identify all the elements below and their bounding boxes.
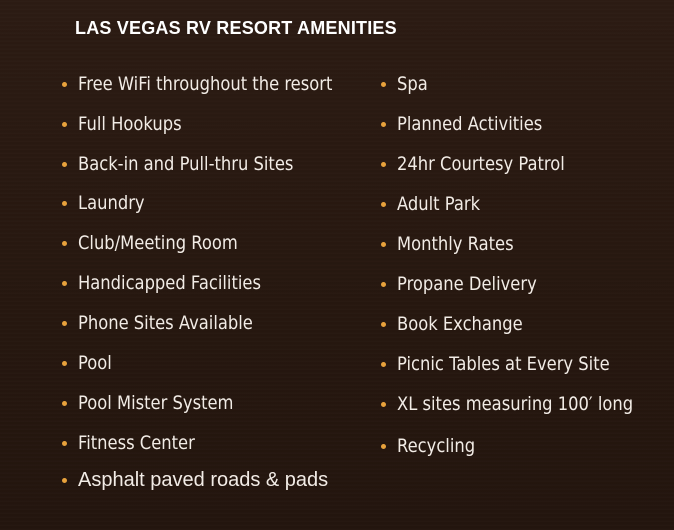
amenity-label: 24hr Courtesy Patrol (397, 153, 565, 175)
bullet-icon (62, 122, 67, 127)
list-item (381, 432, 488, 460)
amenity-label: Recycling (397, 435, 476, 457)
amenity-label: Spa (397, 73, 428, 95)
bullet-icon (62, 321, 67, 326)
bullet-icon (381, 362, 386, 367)
amenity-label: Fitness Center (78, 432, 195, 454)
amenity-label: Monthly Rates (397, 233, 514, 255)
list-item (381, 270, 559, 298)
list-item (381, 70, 433, 98)
amenity-label: Laundry (78, 192, 145, 214)
bullet-icon (62, 361, 67, 366)
bullet-icon (62, 441, 67, 446)
bullet-icon (62, 401, 67, 406)
bullet-icon (381, 82, 386, 87)
bullet-icon (62, 201, 67, 206)
amenity-label: Picnic Tables at Every Site (397, 353, 610, 375)
amenity-label: Back-in and Pull-thru Sites (78, 153, 294, 175)
amenity-label: Phone Sites Available (78, 312, 253, 334)
amenity-label: Adult Park (397, 193, 481, 215)
amenity-label: Full Hookups (78, 113, 182, 135)
bullet-icon (381, 242, 386, 247)
list-item (62, 150, 328, 178)
list-item (381, 350, 644, 378)
amenity-label: Book Exchange (397, 313, 523, 335)
bullet-icon (381, 402, 386, 407)
bullet-icon (62, 478, 67, 483)
list-item (62, 309, 281, 337)
amenity-label: Planned Activities (397, 113, 543, 135)
amenity-label: Asphalt paved roads & pads (78, 468, 329, 491)
bullet-icon (381, 122, 386, 127)
amenity-label: Free WiFi throughout the resort (78, 73, 333, 95)
list-item (62, 466, 328, 494)
bullet-icon (62, 162, 67, 167)
bullet-icon (381, 444, 386, 449)
list-item (62, 229, 264, 257)
list-item (381, 310, 543, 338)
amenity-label: XL sites measuring 100′ long (397, 393, 634, 415)
amenity-label: Handicapped Facilities (78, 272, 261, 294)
list-item (381, 390, 672, 418)
list-item (381, 230, 533, 258)
bullet-icon (62, 82, 67, 87)
amenity-label: Propane Delivery (397, 273, 537, 295)
bullet-icon (381, 322, 386, 327)
list-item (62, 429, 214, 457)
list-item (62, 189, 155, 217)
page-title: LAS VEGAS RV RESORT AMENITIES (75, 18, 397, 38)
list-item (381, 150, 592, 178)
amenity-label: Club/Meeting Room (78, 232, 238, 254)
list-item (381, 110, 566, 138)
bullet-icon (62, 281, 67, 286)
bullet-icon (381, 282, 386, 287)
list-item (62, 70, 374, 98)
bullet-icon (381, 162, 386, 167)
list-item (62, 349, 117, 377)
list-item (62, 389, 259, 417)
bullet-icon (381, 202, 386, 207)
list-item (381, 190, 494, 218)
bullet-icon (62, 241, 67, 246)
amenity-label: Pool Mister System (78, 392, 234, 414)
list-item (62, 269, 291, 297)
list-item (62, 110, 199, 138)
amenity-label: Pool (78, 352, 112, 374)
